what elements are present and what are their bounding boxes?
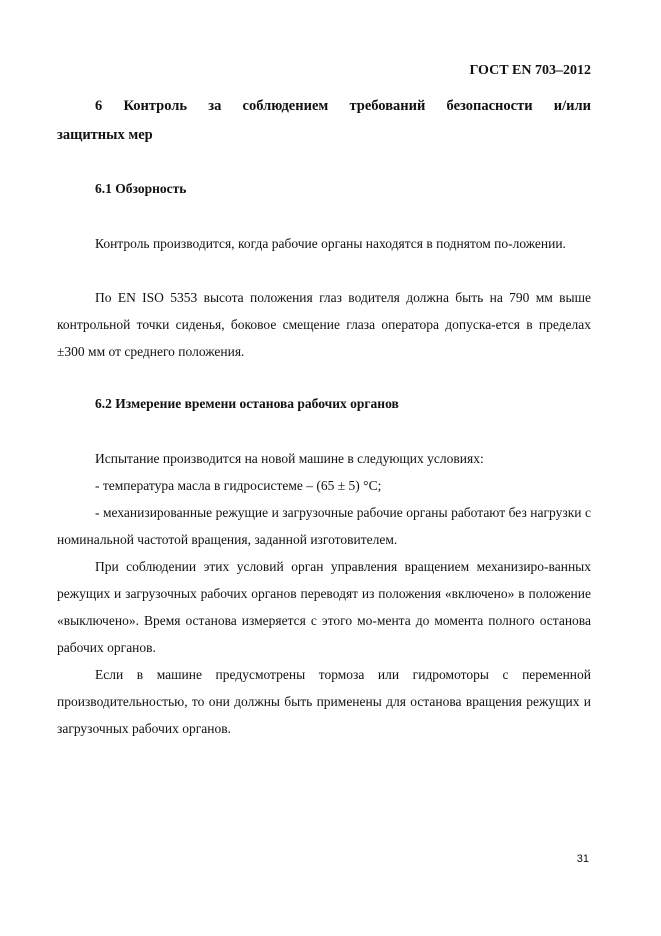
paragraph-text: Испытание производится на новой машине в следующих условиях: (95, 451, 484, 466)
section-title-line-2: защитных мер (57, 127, 153, 143)
section-title (57, 92, 591, 150)
document-header: ГОСТ EN 703–2012 (469, 63, 591, 78)
subsection-heading-6-2: 6.2 Измерение времени останова рабочих органов (95, 396, 399, 411)
paragraph-text: Если в машине предусмотрены тормоза или гидромоторы с переменной производительностью, то они должны быть применены для останова вращения режущих и загрузочных рабочих органов. (57, 667, 591, 736)
paragraph-text: - температура масла в гидросистеме – (65 ± 5) °С; (95, 478, 382, 493)
paragraph-6-1-1 (57, 230, 591, 257)
paragraph-text: Контроль производится, когда рабочие органы находятся в поднятом по-ложении. (95, 236, 566, 251)
paragraph-6-2-3 (57, 499, 591, 553)
paragraph-6-2-2 (57, 472, 591, 499)
paragraph-6-2-5 (57, 661, 591, 742)
paragraph-text: При соблюдении этих условий орган управления вращением механизиро-ванных режущих и загрузочных рабочих органов переводят из положения «включено» в положение «выключено». Время останова измеряется с этого мо-мента до момента полного останова рабочих органов. (57, 559, 591, 655)
paragraph-6-2-4 (57, 553, 591, 661)
section-title-line-1: 6 Контроль за соблюдением требований безопасности и/или (95, 98, 591, 114)
paragraph-6-1-2 (57, 284, 591, 365)
paragraph-text: - механизированные режущие и загрузочные рабочие органы работают без нагрузки с номинальной частотой вращения, заданной изготовителем. (57, 505, 591, 547)
paragraph-6-2-1 (57, 445, 591, 472)
subsection-heading-6-1: 6.1 Обзорность (95, 181, 187, 196)
page-number: 31 (576, 853, 589, 865)
paragraph-text: По EN ISO 5353 высота положения глаз водителя должна быть на 790 мм выше контрольной точки сиденья, боковое смещение глаза оператора допуска-ется в пределах ±300 мм от среднего положения. (57, 290, 591, 359)
